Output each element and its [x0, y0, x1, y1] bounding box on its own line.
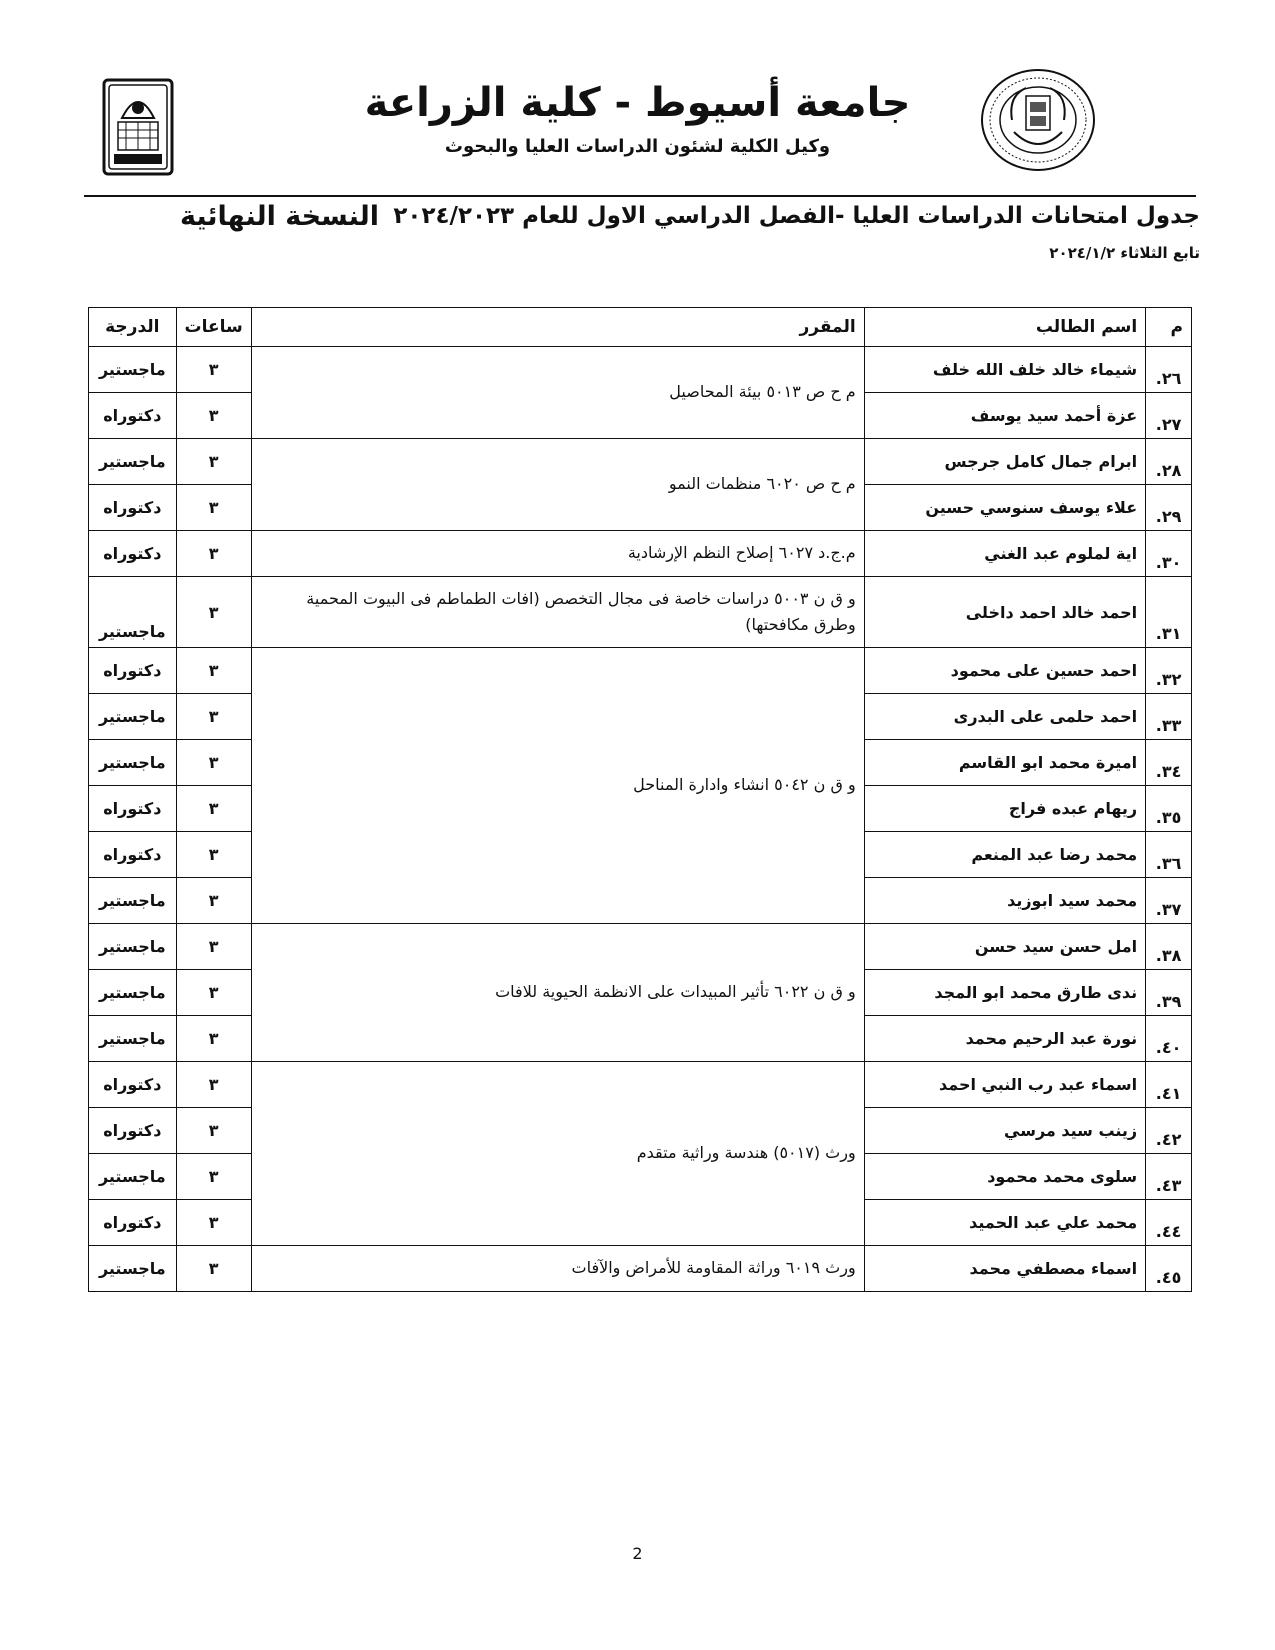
- student-name: محمد سيد ابوزيد: [864, 878, 1145, 924]
- student-name: ابرام جمال كامل جرجس: [864, 439, 1145, 485]
- final-version-label: النسخة النهائية: [180, 201, 380, 232]
- table-row: [89, 1246, 1192, 1292]
- vice-dean-subtitle: وكيل الكلية لشئون الدراسات العليا والبحوث: [444, 136, 831, 157]
- row-number: ٣٩.: [1146, 970, 1192, 1016]
- row-number: ٣٨.: [1146, 924, 1192, 970]
- hours-cell: ٣: [176, 393, 251, 439]
- student-name: زينب سيد مرسي: [864, 1108, 1145, 1154]
- row-number: ٤٥.: [1146, 1246, 1192, 1292]
- degree-cell: دكتوراه: [89, 1108, 177, 1154]
- header-hours: ساعات: [176, 308, 251, 347]
- hours-cell: ٣: [176, 694, 251, 740]
- student-name: احمد حلمى على البدرى: [864, 694, 1145, 740]
- degree-cell: دكتوراه: [89, 1062, 177, 1108]
- hours-cell: ٣: [176, 648, 251, 694]
- header-divider: [84, 195, 1196, 197]
- degree-cell: دكتوراه: [89, 648, 177, 694]
- table-row: [89, 924, 1192, 970]
- hours-cell: ٣: [176, 1200, 251, 1246]
- row-number: ٣٢.: [1146, 648, 1192, 694]
- faculty-seal-icon: [978, 66, 1098, 174]
- row-number: ٣٠.: [1146, 531, 1192, 577]
- hours-cell: ٣: [176, 485, 251, 531]
- hours-cell: ٣: [176, 924, 251, 970]
- degree-cell: ماجستير: [89, 970, 177, 1016]
- table-row: [89, 648, 1192, 694]
- table-row: [89, 577, 1192, 648]
- table-row: [89, 439, 1192, 485]
- course-cell: م ح ص ٦٠٢٠ منظمات النمو: [251, 439, 864, 531]
- row-number: ٤٤.: [1146, 1200, 1192, 1246]
- course-cell: م ح ص ٥٠١٣ بيئة المحاصيل: [251, 347, 864, 439]
- hours-cell: ٣: [176, 832, 251, 878]
- hours-cell: ٣: [176, 740, 251, 786]
- hours-cell: ٣: [176, 439, 251, 485]
- row-number: ٢٧.: [1146, 393, 1192, 439]
- student-name: ندى طارق محمد ابو المجد: [864, 970, 1145, 1016]
- course-cell: و ق ن ٥٠٠٣ دراسات خاصة فى مجال التخصص (افات الطماطم فى البيوت المحمية وطرق مكافحتها): [251, 577, 864, 648]
- table-row: [89, 1062, 1192, 1108]
- row-number: ٤٣.: [1146, 1154, 1192, 1200]
- row-number: ٣٧.: [1146, 878, 1192, 924]
- course-cell: و ق ن ٦٠٢٢ تأثير المبيدات على الانظمة الحيوية للافات: [251, 924, 864, 1062]
- degree-cell: ماجستير: [89, 1016, 177, 1062]
- degree-cell: ماجستير: [89, 1246, 177, 1292]
- row-number: ٣٤.: [1146, 740, 1192, 786]
- hours-cell: ٣: [176, 347, 251, 393]
- degree-cell: ماجستير: [89, 740, 177, 786]
- university-title: جامعة أسيوط - كلية الزراعة: [364, 80, 911, 126]
- table-row: [89, 531, 1192, 577]
- header-student-name: اسم الطالب: [864, 308, 1145, 347]
- hours-cell: ٣: [176, 1108, 251, 1154]
- degree-cell: ماجستير: [89, 878, 177, 924]
- student-name: احمد حسين على محمود: [864, 648, 1145, 694]
- row-number: ٣١.: [1146, 577, 1192, 648]
- schedule-title: جدول امتحانات الدراسات العليا -الفصل الدراسي الاول للعام ٢٠٢٤/٢٠٢٣: [393, 203, 1200, 229]
- degree-cell: ماجستير: [89, 924, 177, 970]
- university-logo-icon: [102, 78, 174, 176]
- row-number: ٤٢.: [1146, 1108, 1192, 1154]
- degree-cell: ماجستير: [89, 694, 177, 740]
- student-name: محمد رضا عبد المنعم: [864, 832, 1145, 878]
- degree-cell: ماجستير: [89, 439, 177, 485]
- student-name: نورة عبد الرحيم محمد: [864, 1016, 1145, 1062]
- student-name: امل حسن سيد حسن: [864, 924, 1145, 970]
- degree-cell: دكتوراه: [89, 531, 177, 577]
- hours-cell: ٣: [176, 878, 251, 924]
- hours-cell: ٣: [176, 531, 251, 577]
- row-number: ٣٥.: [1146, 786, 1192, 832]
- row-number: ٤٠.: [1146, 1016, 1192, 1062]
- exam-date: تابع الثلاثاء ٢٠٢٤/١/٢: [1049, 244, 1200, 262]
- student-name: سلوى محمد محمود: [864, 1154, 1145, 1200]
- row-number: ٢٦.: [1146, 347, 1192, 393]
- student-name: عزة أحمد سيد يوسف: [864, 393, 1145, 439]
- course-cell: ورث ٦٠١٩ وراثة المقاومة للأمراض والآفات: [251, 1246, 864, 1292]
- table-row: [89, 347, 1192, 393]
- degree-cell: دكتوراه: [89, 1200, 177, 1246]
- degree-cell: ماجستير: [89, 347, 177, 393]
- degree-cell: دكتوراه: [89, 786, 177, 832]
- header-course: المقرر: [251, 308, 864, 347]
- hours-cell: ٣: [176, 1062, 251, 1108]
- row-number: ٣٦.: [1146, 832, 1192, 878]
- header-num: م: [1146, 308, 1192, 347]
- degree-cell: ماجستير: [89, 1154, 177, 1200]
- student-name: ريهام عبده فراج: [864, 786, 1145, 832]
- student-name: اميرة محمد ابو القاسم: [864, 740, 1145, 786]
- hours-cell: ٣: [176, 1154, 251, 1200]
- student-name: اسماء عبد رب النبي احمد: [864, 1062, 1145, 1108]
- student-name: شيماء خالد خلف الله خلف: [864, 347, 1145, 393]
- course-cell: م.ج.د ٦٠٢٧ إصلاح النظم الإرشادية: [251, 531, 864, 577]
- header-degree: الدرجة: [89, 308, 177, 347]
- table-header-row: [89, 308, 1192, 347]
- degree-cell: دكتوراه: [89, 393, 177, 439]
- degree-cell: دكتوراه: [89, 832, 177, 878]
- student-name: علاء يوسف سنوسي حسين: [864, 485, 1145, 531]
- student-name: اسماء مصطفي محمد: [864, 1246, 1145, 1292]
- hours-cell: ٣: [176, 970, 251, 1016]
- hours-cell: ٣: [176, 786, 251, 832]
- hours-cell: ٣: [176, 1016, 251, 1062]
- student-name: اية لملوم عبد الغني: [864, 531, 1145, 577]
- degree-cell: ماجستير: [89, 577, 177, 648]
- row-number: ٣٣.: [1146, 694, 1192, 740]
- hours-cell: ٣: [176, 577, 251, 648]
- row-number: ٢٩.: [1146, 485, 1192, 531]
- page-number: 2: [632, 1544, 643, 1563]
- degree-cell: دكتوراه: [89, 485, 177, 531]
- exam-schedule-table: [88, 307, 1192, 1292]
- row-number: ٢٨.: [1146, 439, 1192, 485]
- course-cell: و ق ن ٥٠٤٢ انشاء وادارة المناحل: [251, 648, 864, 924]
- row-number: ٤١.: [1146, 1062, 1192, 1108]
- hours-cell: ٣: [176, 1246, 251, 1292]
- course-cell: ورث (٥٠١٧) هندسة وراثية متقدم: [251, 1062, 864, 1246]
- student-name: محمد علي عبد الحميد: [864, 1200, 1145, 1246]
- student-name: احمد خالد احمد داخلى: [864, 577, 1145, 648]
